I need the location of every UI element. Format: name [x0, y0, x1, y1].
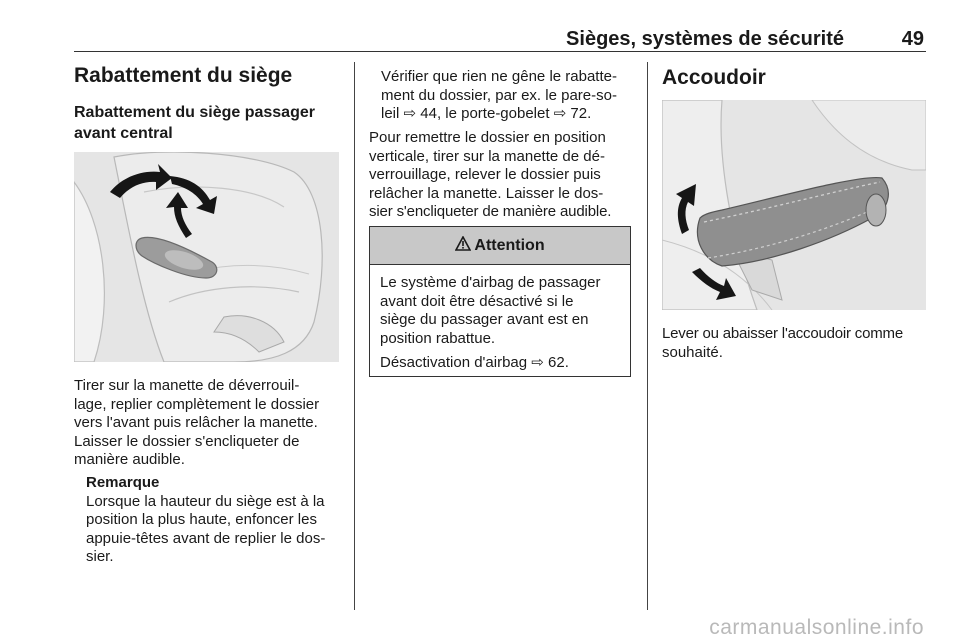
- cross-reference-icon: ⇨: [553, 105, 567, 122]
- header-rule: [74, 51, 926, 52]
- body-line: Laisser le dossier s'encliqueter de: [74, 432, 300, 450]
- body-line: lage, replier complètement le dossier: [74, 395, 320, 413]
- cross-reference-icon: ⇨: [531, 354, 544, 371]
- subheading-line-2: avant central: [74, 125, 173, 142]
- cross-reference-icon: ⇨: [403, 105, 417, 122]
- body-line: manière audible.: [74, 451, 185, 468]
- body-line: Tirer sur la manette de déverrouil-: [74, 377, 300, 394]
- armrest-illustration: [662, 100, 926, 310]
- note-line: sier.: [86, 548, 114, 565]
- body-line: sier s'encliqueter de manière audible.: [369, 203, 612, 220]
- note-line: position la plus haute, enfoncer les: [86, 511, 317, 528]
- note-title: Remarque: [86, 474, 160, 491]
- attention-line: siège du passager avant est en: [380, 311, 589, 328]
- watermark: carmanualsonline.info: [709, 616, 924, 639]
- attention-line: avant doit être désactivé si le: [380, 292, 574, 310]
- attention-text: [380, 274, 601, 373]
- column-divider-1: [354, 62, 355, 610]
- attention-title: Attention: [474, 236, 545, 254]
- subheading-line-1: Rabattement du siège passager: [74, 104, 315, 121]
- subheading-siege-passager: [74, 102, 315, 144]
- body-line: relâcher la manette. Laisser le dos-: [369, 184, 604, 202]
- attention-box: [369, 226, 631, 377]
- seat-folding-illustration: [74, 152, 339, 362]
- instruction-text-rabattement: [74, 377, 319, 470]
- page-number: 49: [901, 28, 924, 50]
- restore-instruction-text: [369, 129, 611, 222]
- attention-header: [370, 227, 630, 265]
- body-line: Lever ou abaisser l'accoudoir comme: [662, 325, 903, 342]
- check-instruction-text: [381, 68, 617, 124]
- note-block: [86, 474, 325, 567]
- warning-triangle-icon: [455, 236, 471, 256]
- running-header-title: Sièges, systèmes de sécurité: [566, 28, 844, 50]
- section-heading-accoudoir: Accoudoir: [662, 66, 766, 89]
- attention-reference: Désactivation d'airbag ⇨ 62.: [380, 354, 569, 371]
- body-line: vers l'avant puis relâcher la manette.: [74, 414, 318, 431]
- attention-line: Le système d'airbag de passager: [380, 274, 601, 291]
- body-line: verrouillage, relever le dossier puis: [369, 166, 601, 183]
- attention-line: position rabattue.: [380, 329, 496, 347]
- note-line: Lorsque la hauteur du siège est à la: [86, 492, 325, 510]
- section-heading-rabattement: Rabattement du siège: [74, 64, 293, 87]
- column-divider-2: [647, 62, 648, 610]
- check-line-1: Vérifier que rien ne gêne le rabatte-: [381, 68, 617, 85]
- body-line: Pour remettre le dossier en position: [369, 129, 606, 146]
- check-line-2: ment du dossier, par ex. le pare-so-: [381, 86, 617, 104]
- body-line: souhaité.: [662, 343, 723, 361]
- note-line: appuie-têtes avant de replier le dos-: [86, 529, 326, 547]
- armrest-instruction-text: [662, 325, 903, 362]
- body-line: verticale, tirer sur la manette de dé-: [369, 147, 605, 165]
- check-line-3: leil ⇨ 44, le porte-gobelet ⇨ 72.: [381, 105, 592, 122]
